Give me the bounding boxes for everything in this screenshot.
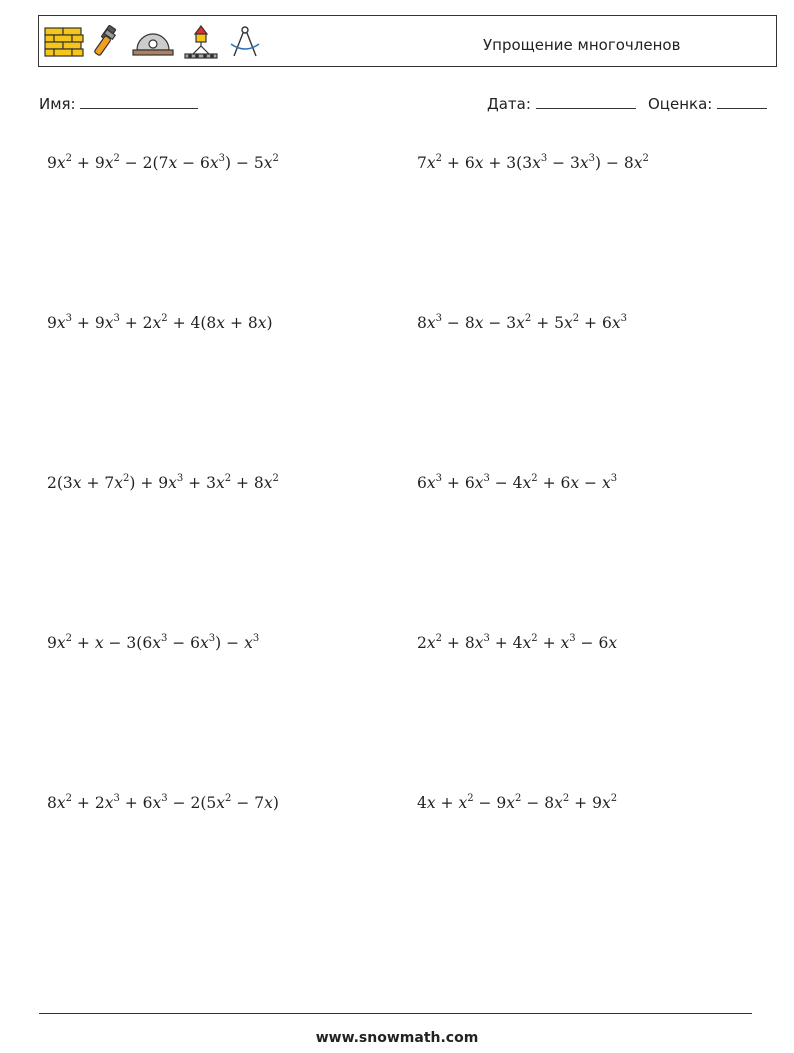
brick-wall-icon xyxy=(43,24,85,60)
problem-4: $8x^3 - 8x - 3x^2 + 5x^2 + 6x^3$ xyxy=(417,313,627,332)
score-field[interactable] xyxy=(648,94,767,113)
date-label: Дата: xyxy=(487,95,531,113)
crane-hook-icon xyxy=(181,24,221,60)
name-label: Имя: xyxy=(39,95,76,113)
footer-url[interactable]: www.snowmath.com xyxy=(315,1030,479,1046)
date-field[interactable] xyxy=(487,94,636,113)
problem-6: $6x^3 + 6x^3 - 4x^2 + 6x - x^3$ xyxy=(417,473,618,492)
problem-2: $7x^2 + 6x + 3(3x^3 - 3x^3) - 8x^2$ xyxy=(417,153,649,172)
problem-3: $9x^3 + 9x^3 + 2x^2 + 4(8x + 8x)$ xyxy=(47,313,273,332)
problem-9: $8x^2 + 2x^3 + 6x^3 - 2(5x^2 - 7x)$ xyxy=(47,793,279,812)
date-blank[interactable] xyxy=(536,94,636,109)
score-label: Оценка: xyxy=(648,95,713,113)
problem-10: $4x + x^2 - 9x^2 - 8x^2 + 9x^2$ xyxy=(417,793,618,812)
problem-7: $9x^2 + x - 3(6x^3 - 6x^3) - x^3$ xyxy=(47,633,260,652)
header-icons xyxy=(43,22,263,62)
name-blank[interactable] xyxy=(80,94,198,109)
problem-5: $2(3x + 7x^2) + 9x^3 + 3x^2 + 8x^2$ xyxy=(47,473,279,492)
footer-divider xyxy=(39,1013,752,1014)
worksheet-title: Упрощение многочленов xyxy=(483,36,681,54)
name-field[interactable] xyxy=(39,94,198,113)
worksheet-header xyxy=(38,15,777,67)
problem-1: $9x^2 + 9x^2 - 2(7x - 6x^3) - 5x^2$ xyxy=(47,153,279,172)
drawing-compass-icon xyxy=(227,24,263,60)
problem-8: $2x^2 + 8x^3 + 4x^2 + x^3 - 6x$ xyxy=(417,633,618,652)
pipe-wrench-icon xyxy=(91,24,125,60)
circular-saw-icon xyxy=(131,24,175,60)
score-blank[interactable] xyxy=(717,94,767,109)
